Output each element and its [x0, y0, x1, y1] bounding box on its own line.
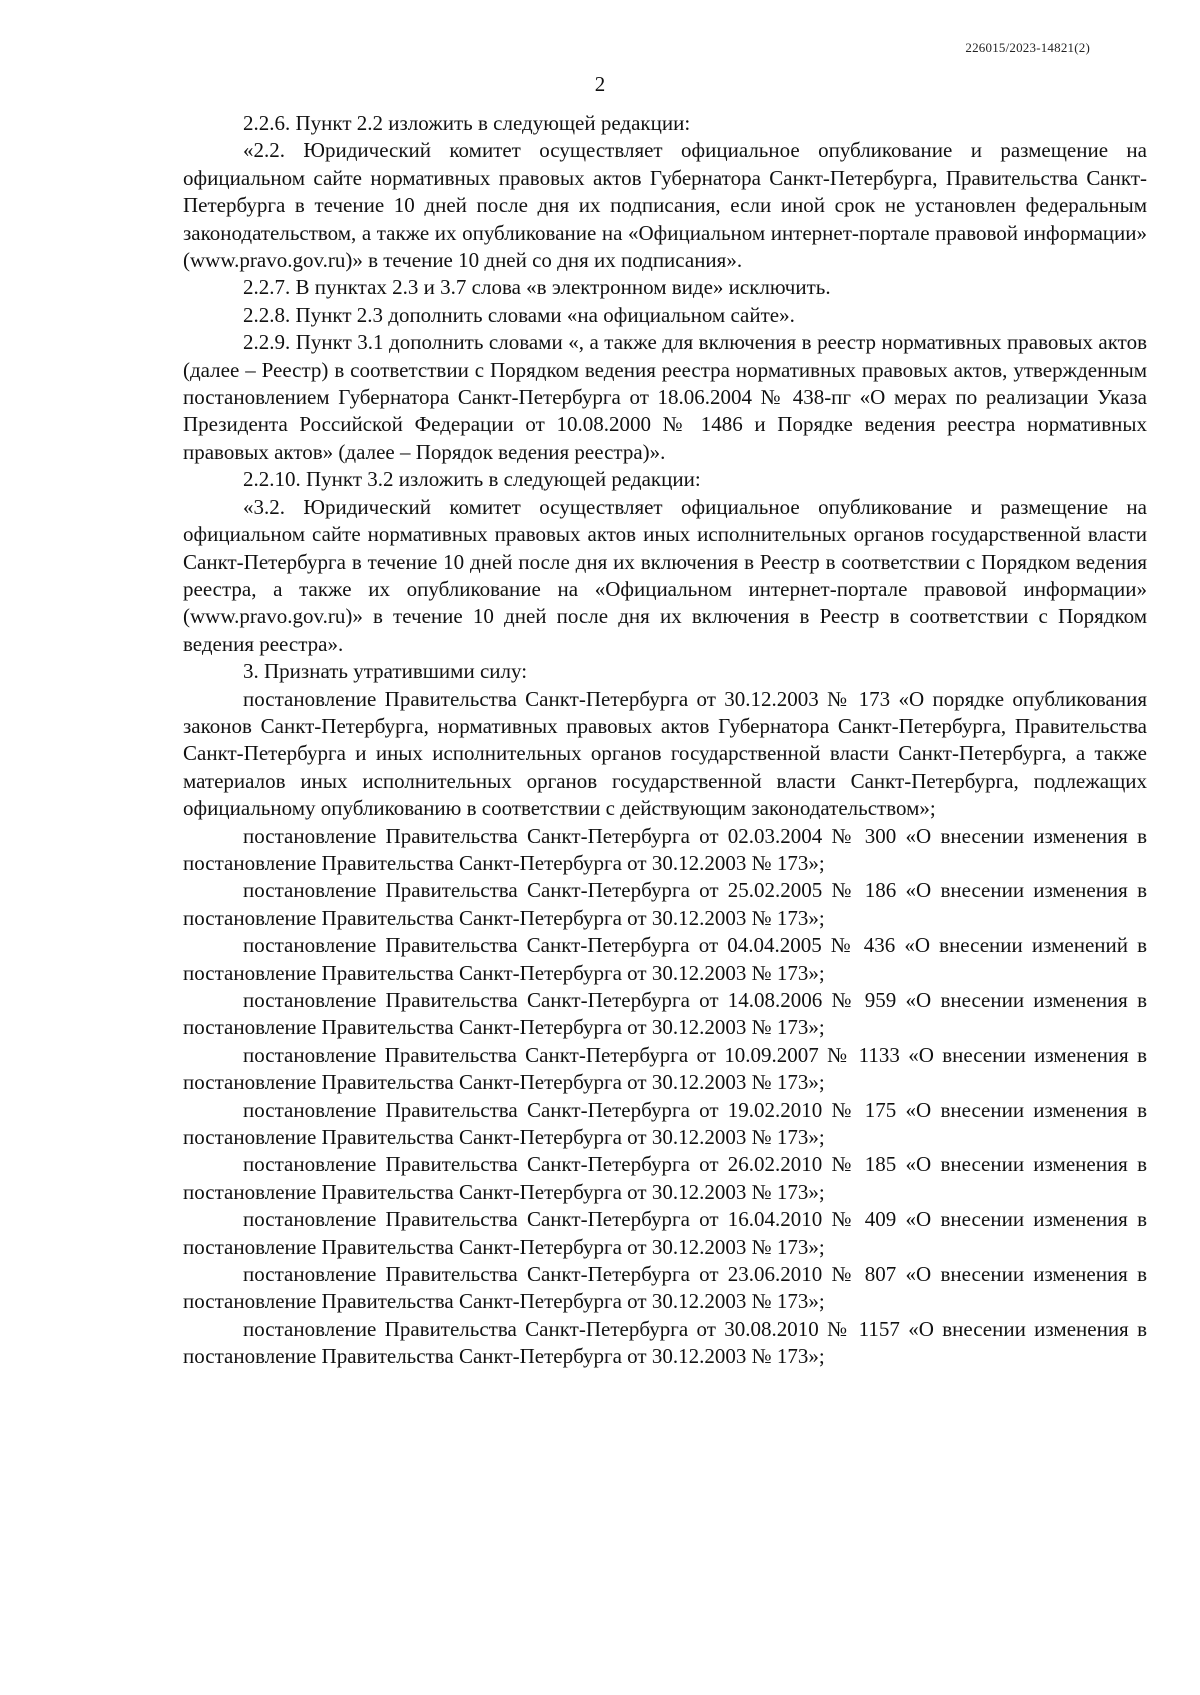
repealed-act-item: постановление Правительства Санкт-Петербурга от 23.06.2010 № 807 «О внесении изменения в постановление Правительства Санкт-Петербурга от 30.12.2003 № 173»; [183, 1262, 1147, 1314]
repealed-act-item: постановление Правительства Санкт-Петербурга от 14.08.2006 № 959 «О внесении изменения в постановление Правительства Санкт-Петербурга от 30.12.2003 № 173»; [183, 988, 1147, 1040]
page-number: 2 [594, 72, 606, 96]
paragraph-quote-2-2: «2.2. Юридический комитет осуществляет официальное опубликование и размещение на официальном сайте нормативных правовых актов Губернатора Санкт-Петербурга, Правительства Санкт-Петербурга в течение 10 дней после дня их подписания, если иной срок не установлен федеральным законодательством, а также их опубликование на «Официальном интернет-портале правовой информации» (www.pravo.gov.ru)» в течение 10 дней со дня их подписания». [183, 138, 1147, 273]
repealed-act-item: постановление Правительства Санкт-Петербурга от 30.08.2010 № 1157 «О внесении изменения в постановление Правительства Санкт-Петербурга от 30.12.2003 № 173»; [183, 1316, 1147, 1369]
repealed-act-item: постановление Правительства Санкт-Петербурга от 30.12.2003 № 173 «О порядке опубликования законов Санкт-Петербурга, нормативных правовых актов Губернатора Санкт-Петербурга, Правительства Санкт-Петербурга и иных исполнительных органов государственной власти Санкт-Петербурга, а также материалов иных исполнительных органов государственной власти Санкт-Петербурга, подлежащих официальному опубликованию в соответствии с действующим законодательством»; [183, 686, 1147, 821]
repealed-act-item: постановление Правительства Санкт-Петербурга от 10.09.2007 № 1133 «О внесении изменения в постановление Правительства Санкт-Петербурга от 30.12.2003 № 173»; [183, 1042, 1147, 1095]
paragraph-2-2-10: 2.2.10. Пункт 3.2 изложить в следующей редакции: [243, 467, 701, 492]
repealed-act-item: постановление Правительства Санкт-Петербурга от 25.02.2005 № 186 «О внесении изменения в постановление Правительства Санкт-Петербурга от 30.12.2003 № 173»; [183, 878, 1147, 930]
repealed-act-item: постановление Правительства Санкт-Петербурга от 26.02.2010 № 185 «О внесении изменения в постановление Правительства Санкт-Петербурга от 30.12.2003 № 173»; [183, 1152, 1147, 1204]
repealed-act-item: постановление Правительства Санкт-Петербурга от 16.04.2010 № 409 «О внесении изменения в постановление Правительства Санкт-Петербурга от 30.12.2003 № 173»; [183, 1207, 1147, 1259]
document-body [183, 110, 1147, 1371]
paragraph-quote-3-2: «3.2. Юридический комитет осуществляет официальное опубликование и размещение на официальном сайте нормативных правовых актов иных исполнительных органов государственной власти Санкт-Петербурга в течение 10 дней после дня их включения в Реестр в соответствии с Порядком ведения реестра, а также их опубликование на «Официальном интернет-портале правовой информации» (www.pravo.gov.ru)» в течение 10 дней после дня их включения в Реестр в соответствии с Порядком ведения реестра». [183, 494, 1147, 656]
paragraph-2-2-6: 2.2.6. Пункт 2.2 изложить в следующей редакции: [243, 111, 691, 135]
repealed-act-item: постановление Правительства Санкт-Петербурга от 02.03.2004 № 300 «О внесении изменения в постановление Правительства Санкт-Петербурга от 30.12.2003 № 173»; [183, 823, 1147, 875]
repealed-act-item: постановление Правительства Санкт-Петербурга от 19.02.2010 № 175 «О внесении изменения в постановление Правительства Санкт-Петербурга от 30.12.2003 № 173»; [183, 1097, 1147, 1150]
paragraph-2-2-7: 2.2.7. В пунктах 2.3 и 3.7 слова «в электронном виде» исключить. [243, 275, 831, 300]
paragraph-2-2-8: 2.2.8. Пункт 2.3 дополнить словами «на официальном сайте». [243, 302, 795, 327]
paragraph-3: 3. Признать утратившими силу: [243, 659, 528, 684]
paragraph-2-2-9: 2.2.9. Пункт 3.1 дополнить словами «, а также для включения в реестр нормативных правовых актов (далее – Реестр) в соответствии с Порядком ведения реестра нормативных правовых актов, утвержденным постановлением Губернатора Санкт-Петербурга от 18.06.2004 № 438-пг «О мерах по реализации Указа Президента Российской Федерации от 10.08.2000 № 1486 и Порядке ведения реестра нормативных правовых актов» (далее – Порядок ведения реестра)». [183, 330, 1147, 464]
document-registration-number: 226015/2023-14821(2) [965, 40, 1090, 55]
repealed-act-item: постановление Правительства Санкт-Петербурга от 04.04.2005 № 436 «О внесении изменений в постановление Правительства Санкт-Петербурга от 30.12.2003 № 173»; [183, 933, 1147, 985]
